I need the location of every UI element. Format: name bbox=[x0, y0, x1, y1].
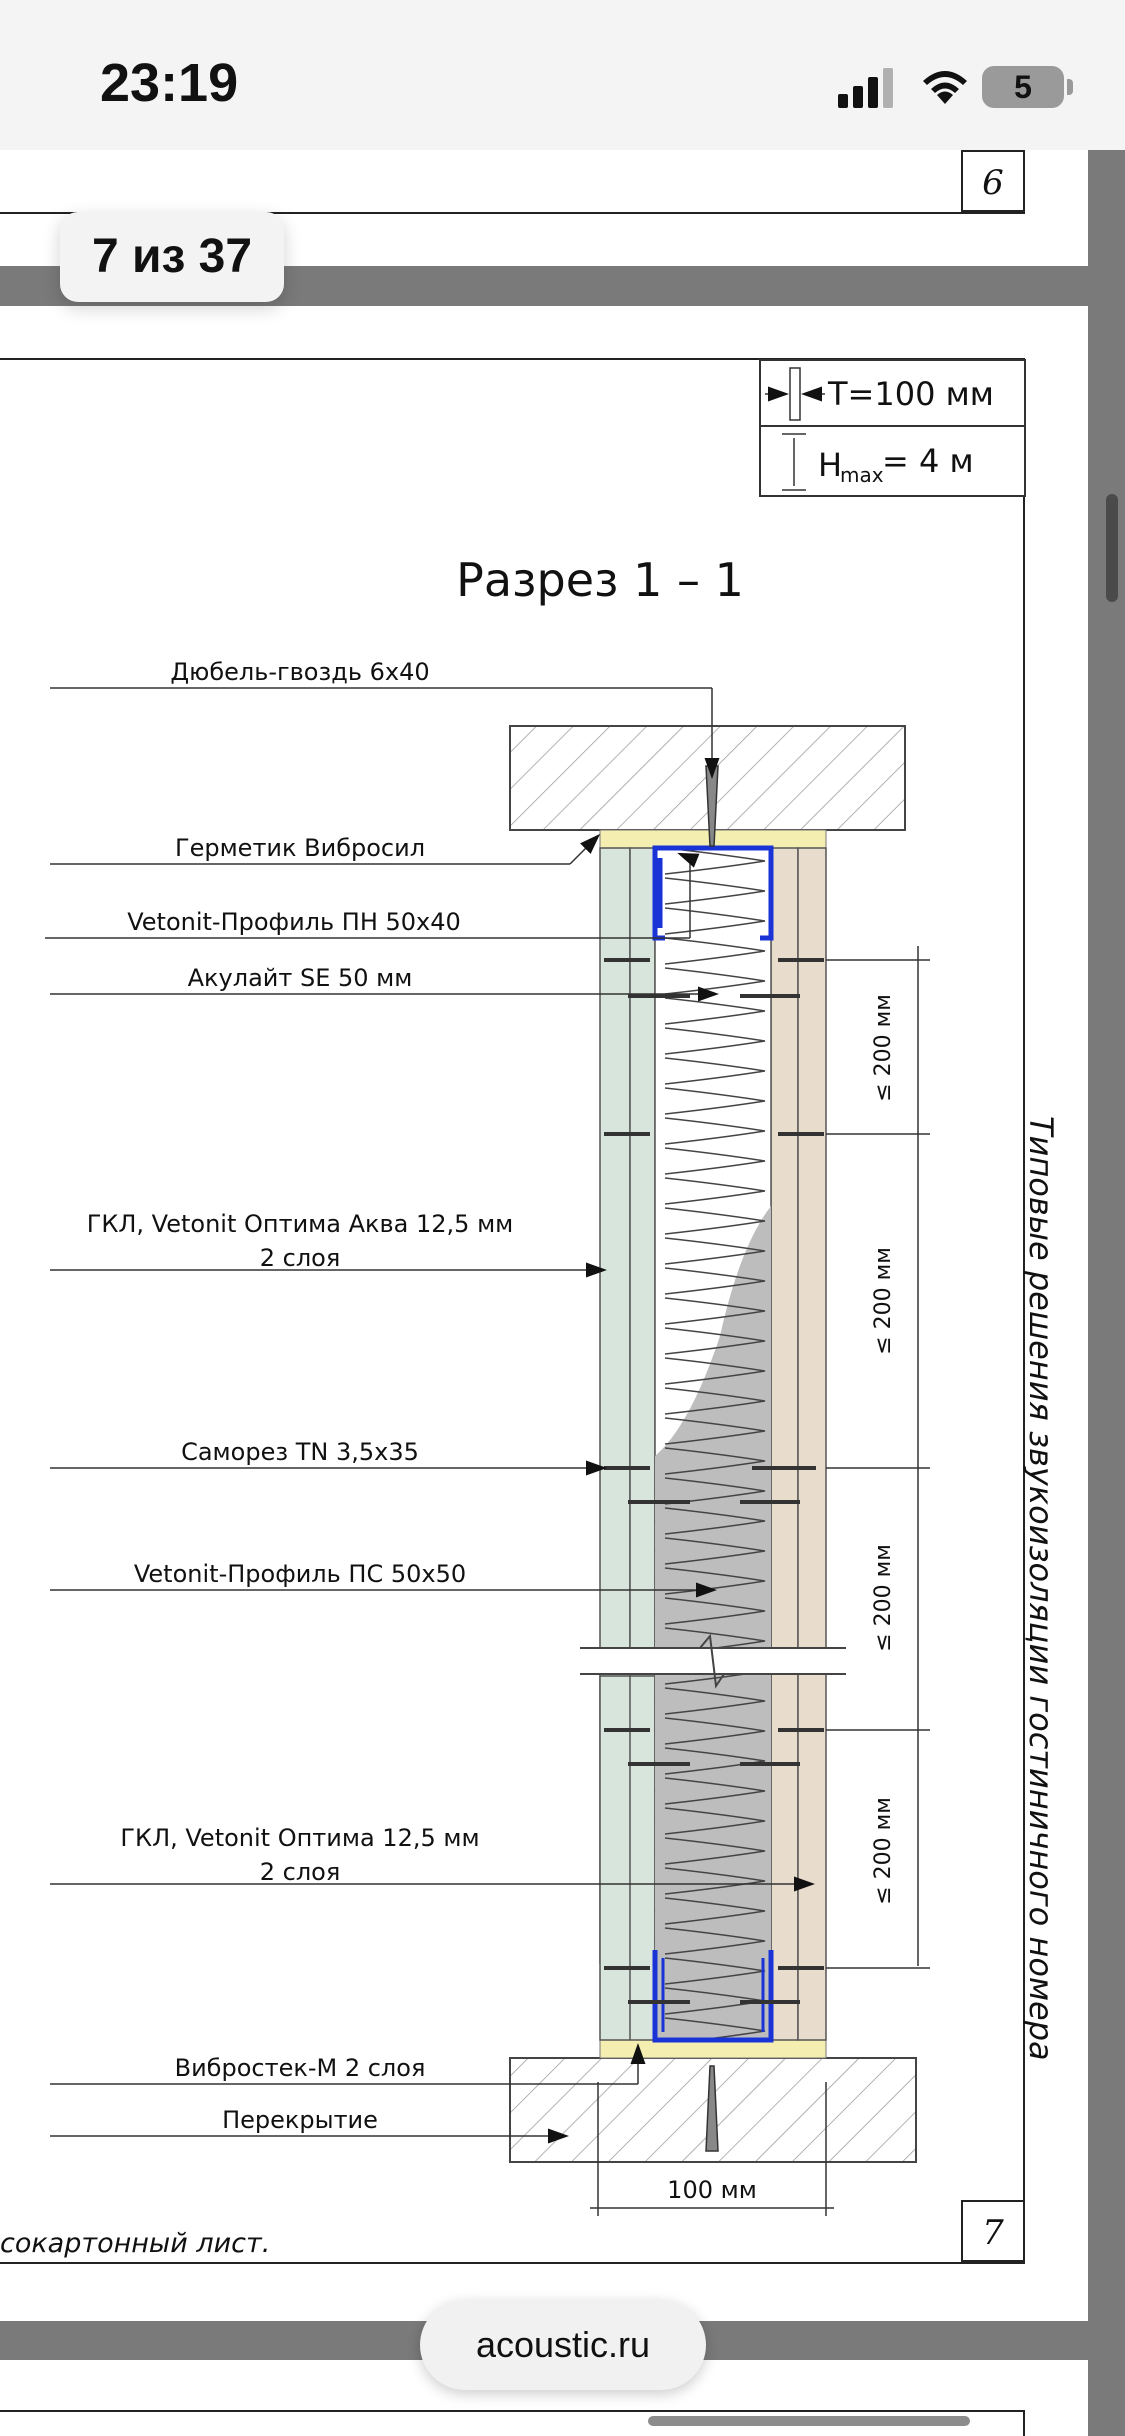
wall-section-drawing bbox=[0, 306, 1088, 2321]
label-gkl: ГКЛ, Vetonit Оптима 12,5 мм bbox=[120, 1824, 480, 1852]
legend-height-sub: max bbox=[840, 463, 884, 487]
label-dowel: Дюбель-гвоздь 6x40 bbox=[170, 658, 430, 686]
label-floor: Перекрытие bbox=[222, 2106, 378, 2134]
status-time: 23:19 bbox=[100, 53, 239, 113]
spacing-label-3: ≤ 200 мм bbox=[871, 1544, 896, 1652]
section-title: Разрез 1 – 1 bbox=[456, 553, 744, 607]
legend-height-value: = 4 м bbox=[882, 442, 974, 480]
prev-page-number: 6 bbox=[961, 150, 1025, 212]
battery-cap bbox=[1067, 79, 1073, 95]
spacing-label-1: ≤ 200 мм bbox=[871, 994, 896, 1102]
label-guide-profile: Vetonit-Профиль ПН 50x40 bbox=[127, 908, 461, 936]
wifi-icon bbox=[918, 64, 972, 106]
legend-thickness: T=100 мм bbox=[828, 375, 994, 413]
battery-icon: 5 bbox=[982, 66, 1064, 108]
gkl-layer-1 bbox=[771, 848, 798, 2040]
footnote-text: сокартонный лист. bbox=[0, 2228, 271, 2259]
gkl-layer-2 bbox=[798, 848, 826, 2040]
legend-height-label: H bbox=[818, 446, 843, 484]
status-bar bbox=[0, 0, 1125, 150]
legend-table bbox=[760, 360, 1025, 496]
label-gkl-aqua-layers: 2 слоя bbox=[259, 1244, 341, 1272]
spacing-label-4: ≤ 200 мм bbox=[871, 1797, 896, 1905]
label-gkl-aqua: ГКЛ, Vetonit Оптима Аква 12,5 мм bbox=[86, 1210, 514, 1238]
insulation-wool bbox=[655, 848, 771, 2040]
page-number: 7 bbox=[961, 2200, 1025, 2262]
home-indicator[interactable] bbox=[648, 2416, 970, 2426]
cellular-signal-icon bbox=[838, 68, 898, 108]
bottom-vibrostek bbox=[600, 2040, 826, 2058]
vertical-sheet-title: Типовые решения звукоизоляции гостиничного номера bbox=[1022, 1116, 1060, 2061]
width-label: 100 мм bbox=[667, 2176, 757, 2204]
label-insulation: Акулайт SE 50 мм bbox=[187, 964, 413, 992]
label-sealant: Герметик Вибросил bbox=[174, 834, 426, 862]
label-vibrostek: Вибростек-М 2 слоя bbox=[174, 2054, 426, 2082]
scrollbar-thumb[interactable] bbox=[1106, 494, 1118, 602]
spacing-label-2: ≤ 200 мм bbox=[871, 1247, 896, 1355]
label-screw: Саморез TN 3,5x35 bbox=[181, 1438, 419, 1466]
label-gkl-layers: 2 слоя bbox=[259, 1858, 341, 1886]
label-stud-profile: Vetonit-Профиль ПС 50x50 bbox=[133, 1560, 467, 1588]
page-counter-badge: 7 из 37 bbox=[60, 212, 284, 302]
source-domain-button[interactable]: acoustic.ru bbox=[420, 2300, 706, 2390]
document-page bbox=[0, 306, 1088, 2321]
